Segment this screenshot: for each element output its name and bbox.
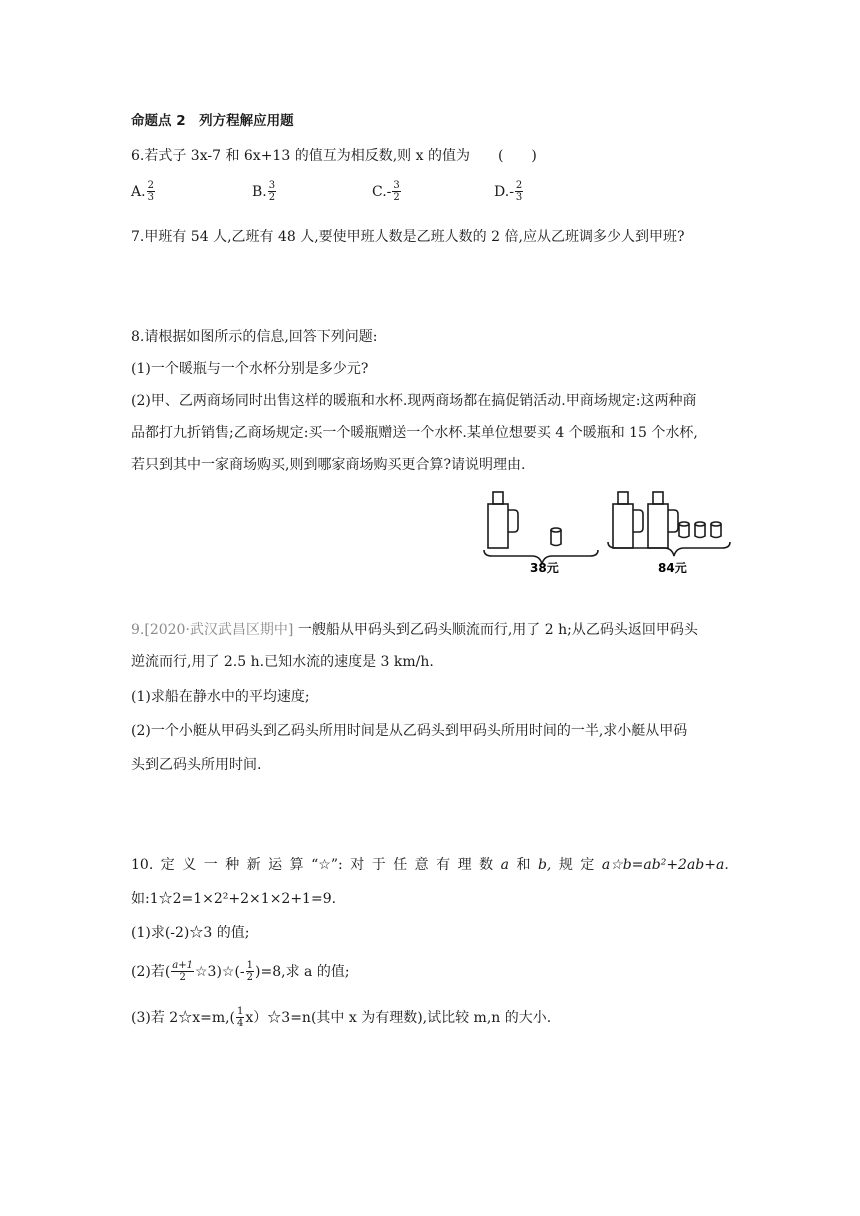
q10-word: 意 xyxy=(414,857,429,873)
cup-icon xyxy=(679,522,689,538)
q7-text: 7.甲班有 54 人,乙班有 48 人,要使甲班人数是乙班人数的 2 倍,应从乙班调多少人到甲班? xyxy=(131,229,685,245)
q10-word: 任 xyxy=(393,857,408,873)
fraction-denominator: 4 xyxy=(237,1018,244,1029)
q10-word: 和 xyxy=(516,857,531,873)
option-fraction xyxy=(392,180,400,203)
fraction-denominator: 2 xyxy=(393,192,400,203)
q10-word: “☆”: xyxy=(311,857,343,873)
fraction-denominator: 2 xyxy=(179,972,186,983)
q6-option-a[interactable] xyxy=(131,180,156,203)
fraction-numerator: 1 xyxy=(246,960,254,971)
q9-part1: (1)求船在静水中的平均速度; xyxy=(131,689,310,705)
q10-formula: a☆b=ab²+2ab+a. xyxy=(601,857,729,873)
q10-part2-fraction2 xyxy=(246,960,254,983)
fraction-denominator: 3 xyxy=(147,192,154,203)
q10-word: 对 xyxy=(350,857,365,873)
q10-word: 定 xyxy=(580,857,595,873)
cup-icon xyxy=(711,522,721,538)
thermos-cup-figure xyxy=(478,486,732,578)
option-label: D. xyxy=(494,183,510,200)
thermos-icon xyxy=(648,492,678,548)
q10-part2 xyxy=(131,960,350,983)
fraction-numerator: 3 xyxy=(268,180,276,191)
q10-part1: (1)求(-2)☆3 的值; xyxy=(131,925,250,941)
q9-line2: 逆流而行,用了 2.5 h.已知水流的速度是 3 km/h. xyxy=(131,654,434,670)
fraction-denominator: 2 xyxy=(268,192,276,203)
right-price-label: 84元 xyxy=(658,561,687,575)
q10-word: 种 xyxy=(225,857,240,873)
q9-line1-text: 一艘船从甲码头到乙码头顺流而行,用了 2 h;从乙码头返回甲码头 xyxy=(297,622,698,638)
cup-icon xyxy=(695,522,705,538)
option-sign: - xyxy=(386,183,392,200)
option-sign: - xyxy=(509,183,514,200)
q10-line1 xyxy=(131,855,729,875)
option-fraction xyxy=(268,180,276,203)
q10-word: 新 xyxy=(246,857,261,873)
q8-part2-line2: 品都打九折销售;乙商场规定:买一个暖瓶赠送一个水杯.某单位想要买 4 个暖瓶和 15 个水杯, xyxy=(131,425,698,441)
q8-part2-line1: (2)甲、乙两商场同时出售这样的暖瓶和水杯.现两商场都在搞促销活动.甲商场规定:这两种商 xyxy=(131,393,697,409)
fraction-denominator: 3 xyxy=(515,192,523,203)
q10-word: 10. xyxy=(131,857,154,873)
q10-word: 理 xyxy=(457,857,472,873)
q10-word: 定 xyxy=(160,857,175,873)
q10-word: 有 xyxy=(436,857,451,873)
q10-word: 一 xyxy=(203,857,218,873)
q10-part3-prefix: (3)若 2☆x=m,( xyxy=(131,1009,236,1026)
left-price-label: 38元 xyxy=(530,561,559,575)
q6-stem: 6.若式子 3x-7 和 6x+13 的值互为相反数,则 x 的值为 ( ) xyxy=(131,148,537,164)
q8-part1: (1)一个暖瓶与一个水杯分别是多少元? xyxy=(131,361,369,377)
q10-word: 算 xyxy=(289,857,304,873)
fraction-numerator: 2 xyxy=(147,180,154,191)
fraction-numerator: 3 xyxy=(393,180,400,191)
option-fraction xyxy=(147,180,155,203)
q9-line1 xyxy=(131,620,698,640)
q10-word: 义 xyxy=(182,857,197,873)
section-title: 命题点 2 列方程解应用题 xyxy=(131,113,294,129)
q6-option-d[interactable] xyxy=(494,180,524,203)
q10-word: 规 xyxy=(558,857,573,873)
q10-part3-fraction xyxy=(236,1006,244,1029)
q10-part3 xyxy=(131,1006,551,1029)
q9-part2-line2: 头到乙码头所用时间. xyxy=(131,757,262,773)
q6-option-c[interactable] xyxy=(372,180,402,203)
q8-part2-line3: 若只到其中一家商场购买,则到哪家商场购买更合算?请说明理由. xyxy=(131,457,526,473)
fraction-denominator: 2 xyxy=(246,972,254,983)
fraction-numerator: a+1 xyxy=(172,960,193,971)
q10-line2: 如:1☆2=1×2²+2×1×2+1=9. xyxy=(131,891,337,907)
thermos-icon xyxy=(613,492,643,548)
q10-part3-rest: x）☆3=n(其中 x 为有理数),试比较 m,n 的大小. xyxy=(245,1009,552,1026)
q10-word: 于 xyxy=(371,857,386,873)
q10-part2-prefix: (2)若( xyxy=(131,963,171,980)
q10-word: a xyxy=(500,857,509,873)
q10-part2-suffix: )=8,求 a 的值; xyxy=(255,963,350,980)
q9-source: 9.[2020·武汉武昌区期中] xyxy=(131,622,294,638)
cup-icon xyxy=(551,528,561,546)
q10-part2-mid: ☆3)☆(- xyxy=(195,963,245,980)
q10-word: 运 xyxy=(268,857,283,873)
fraction-numerator: 2 xyxy=(515,180,523,191)
q8-intro: 8.请根据如图所示的信息,回答下列问题: xyxy=(131,329,378,345)
option-label: C. xyxy=(372,183,387,200)
right-brace xyxy=(608,542,730,556)
q10-word: 数 xyxy=(479,857,494,873)
option-label: A. xyxy=(131,183,146,200)
thermos-icon xyxy=(488,492,518,548)
option-fraction xyxy=(515,180,523,203)
option-label: B. xyxy=(252,183,267,200)
q6-option-b[interactable] xyxy=(252,180,277,203)
q10-word: b, xyxy=(537,857,552,873)
q9-part2-line1: (2)一个小艇从甲码头到乙码头所用时间是从乙码头到甲码头所用时间的一半,求小艇从甲码 xyxy=(131,723,688,739)
fraction-numerator: 1 xyxy=(237,1006,244,1017)
q10-part2-fraction xyxy=(171,960,194,983)
